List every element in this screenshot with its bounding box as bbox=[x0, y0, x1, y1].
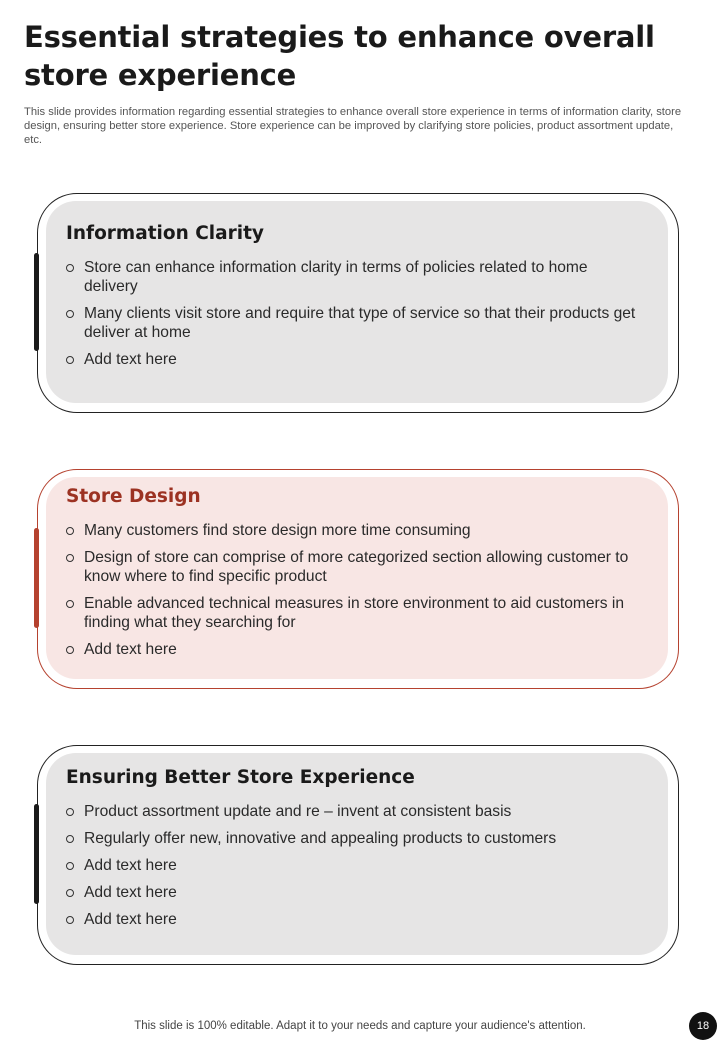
card-better-experience bbox=[46, 753, 668, 955]
bullet-circle-icon bbox=[66, 889, 74, 897]
bullet-item bbox=[66, 883, 644, 902]
bullet-text: Enable advanced technical measures in store environment to aid customers in finding what they searching for bbox=[84, 595, 625, 631]
bullet-circle-icon bbox=[66, 310, 74, 318]
bullet-text: Design of store can comprise of more categorized section allowing customer to know where to find specific product bbox=[84, 549, 629, 585]
card-title: Store Design bbox=[66, 486, 201, 507]
bullet-circle-icon bbox=[66, 916, 74, 924]
bullet-list bbox=[66, 258, 644, 369]
bullet-text: Store can enhance information clarity in terms of policies related to home delivery bbox=[84, 259, 588, 295]
footer-note: This slide is 100% editable. Adapt it to your needs and capture your audience's attention. bbox=[134, 1020, 586, 1032]
bullet-circle-icon bbox=[66, 527, 74, 535]
bullet-item bbox=[66, 802, 644, 821]
card-store-design bbox=[46, 477, 668, 679]
card-accent-bar bbox=[34, 253, 39, 351]
card-title: Information Clarity bbox=[66, 223, 264, 244]
page-title: Essential strategies to enhance overall store experience bbox=[24, 20, 655, 92]
card-information-clarity bbox=[46, 201, 668, 403]
bullet-item bbox=[66, 521, 644, 540]
bullet-circle-icon bbox=[66, 808, 74, 816]
bullet-text: Many customers find store design more time consuming bbox=[84, 522, 471, 539]
bullet-item bbox=[66, 594, 644, 632]
bullet-item bbox=[66, 910, 644, 929]
bullet-circle-icon bbox=[66, 646, 74, 654]
bullet-circle-icon bbox=[66, 835, 74, 843]
bullet-text: Add text here bbox=[84, 351, 177, 368]
card-title: Ensuring Better Store Experience bbox=[66, 767, 415, 788]
bullet-item bbox=[66, 829, 644, 848]
bullet-text: Add text here bbox=[84, 884, 177, 901]
bullet-circle-icon bbox=[66, 554, 74, 562]
bullet-circle-icon bbox=[66, 356, 74, 364]
bullet-item bbox=[66, 304, 644, 342]
card-accent-bar bbox=[34, 528, 39, 628]
bullet-item bbox=[66, 856, 644, 875]
bullet-item bbox=[66, 258, 644, 296]
bullet-text: Regularly offer new, innovative and appealing products to customers bbox=[84, 830, 557, 847]
bullet-text: Product assortment update and re – invent at consistent basis bbox=[84, 803, 512, 820]
bullet-circle-icon bbox=[66, 600, 74, 608]
bullet-item bbox=[66, 350, 644, 369]
bullet-text: Add text here bbox=[84, 857, 177, 874]
bullet-circle-icon bbox=[66, 862, 74, 870]
bullet-text: Many clients visit store and require that type of service so that their products get deliver at home bbox=[84, 305, 636, 341]
bullet-list bbox=[66, 802, 644, 929]
card-accent-bar bbox=[34, 804, 39, 904]
bullet-list bbox=[66, 521, 644, 659]
bullet-text: Add text here bbox=[84, 911, 177, 928]
bullet-circle-icon bbox=[66, 264, 74, 272]
page-number-badge: 18 bbox=[689, 1012, 717, 1040]
bullet-item bbox=[66, 640, 644, 659]
bullet-text: Add text here bbox=[84, 641, 177, 658]
bullet-item bbox=[66, 548, 644, 586]
page-subtitle: This slide provides information regarding essential strategies to enhance overall store experience in terms of information clarity, store design, ensuring better store experience. Store experience can be improved by clarifying store policies, product assortment update, etc. bbox=[24, 106, 682, 146]
